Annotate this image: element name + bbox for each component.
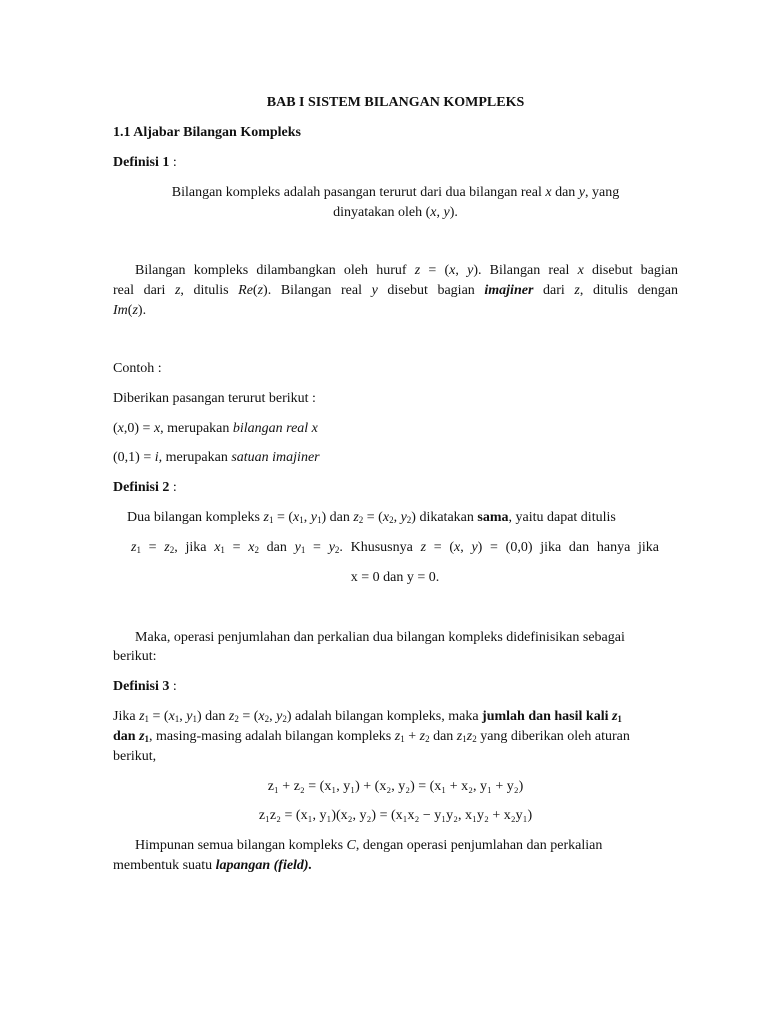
section-heading: 1.1 Aljabar Bilangan Kompleks [113,125,302,140]
definition-2-line1: Dua bilangan kompleks $z_1 = (x_1$, $y_1$) dan $z_2 = (x_2$, $y_2$) dikatakan sama, yaitu dapat ditulis [127,510,616,525]
equation-product: z₁z₂ = (x₁, y₁)(x₂, y₂) = (x₁x₂ − y₁y₂, x₁y₂ + x₂y₁) [258,808,533,823]
definition-1-heading: Definisi 1 : [113,155,177,170]
definition-3-line1: Jika $z_1 = (x_1$, $y_1$) dan $z_2 = (x_2$, $y_2$) adalah bilangan kompleks, maka jumlah dan hasil kali $z_1$ [113,709,622,724]
example-1: (x,0) = x, merupakan bilangan real x [113,421,318,436]
definition-1-label: Definisi 1 [113,155,170,170]
chapter-title: BAB I SISTEM BILANGAN KOMPLEKS [266,95,525,110]
paragraph-2-line1: Maka, operasi penjumlahan dan perkalian dua bilangan kompleks didefinisikan sebagai [135,630,625,645]
equation-sum: z₁ + z₂ = (x₁, y₁) + (x₂, y₂) = (x₁ + x₂, y₁ + y₂) [267,779,524,794]
paragraph-3-line2: membentuk suatu lapangan (field). [113,858,313,873]
definition-2-line3: x = 0 dan y = 0. [350,570,440,585]
definition-1-text-line2: dinyatakan oleh (x, y). [333,205,458,220]
definition-2-line2: $z_1 = z_2$, jika $x_1 = x_2$ dan $y_1 = y_2$. Khususnya z = (x, y) = (0,0) jika dan hanya jika [131,540,659,555]
paragraph-2-line2: berikut: [113,649,157,664]
definition-2-heading: Definisi 2 : [113,480,177,495]
definition-3-heading: Definisi 3 : [113,679,177,694]
definition-3-line2: dan $z_1$, masing-masing adalah bilangan kompleks $z_1 + z_2$ dan $z_1z_2$ yang diberikan oleh aturan [113,729,630,744]
definition-1-text-line1: Bilangan kompleks adalah pasangan terurut dari dua bilangan real x dan y, yang [171,185,620,200]
paragraph-1-line3: Im(z). [113,303,147,318]
example-intro: Diberikan pasangan terurut berikut : [113,391,316,406]
definition-3-label: Definisi 3 [113,679,170,694]
paragraph-1-line1: Bilangan kompleks dilambangkan oleh huruf z = (x, y). Bilangan real x disebut bagian [135,263,678,278]
example-label: Contoh : [113,361,162,376]
definition-3-line3: berikut, [113,749,157,764]
paragraph-3-line1: Himpunan semua bilangan kompleks C, dengan operasi penjumlahan dan perkalian [135,838,603,853]
example-2: (0,1) = i, merupakan satuan imajiner [113,450,320,465]
paragraph-1-line2: real dari z, ditulis Re(z). Bilangan real y disebut bagian imajiner dari z, ditulis dengan [113,283,679,298]
definition-2-label: Definisi 2 [113,480,170,495]
